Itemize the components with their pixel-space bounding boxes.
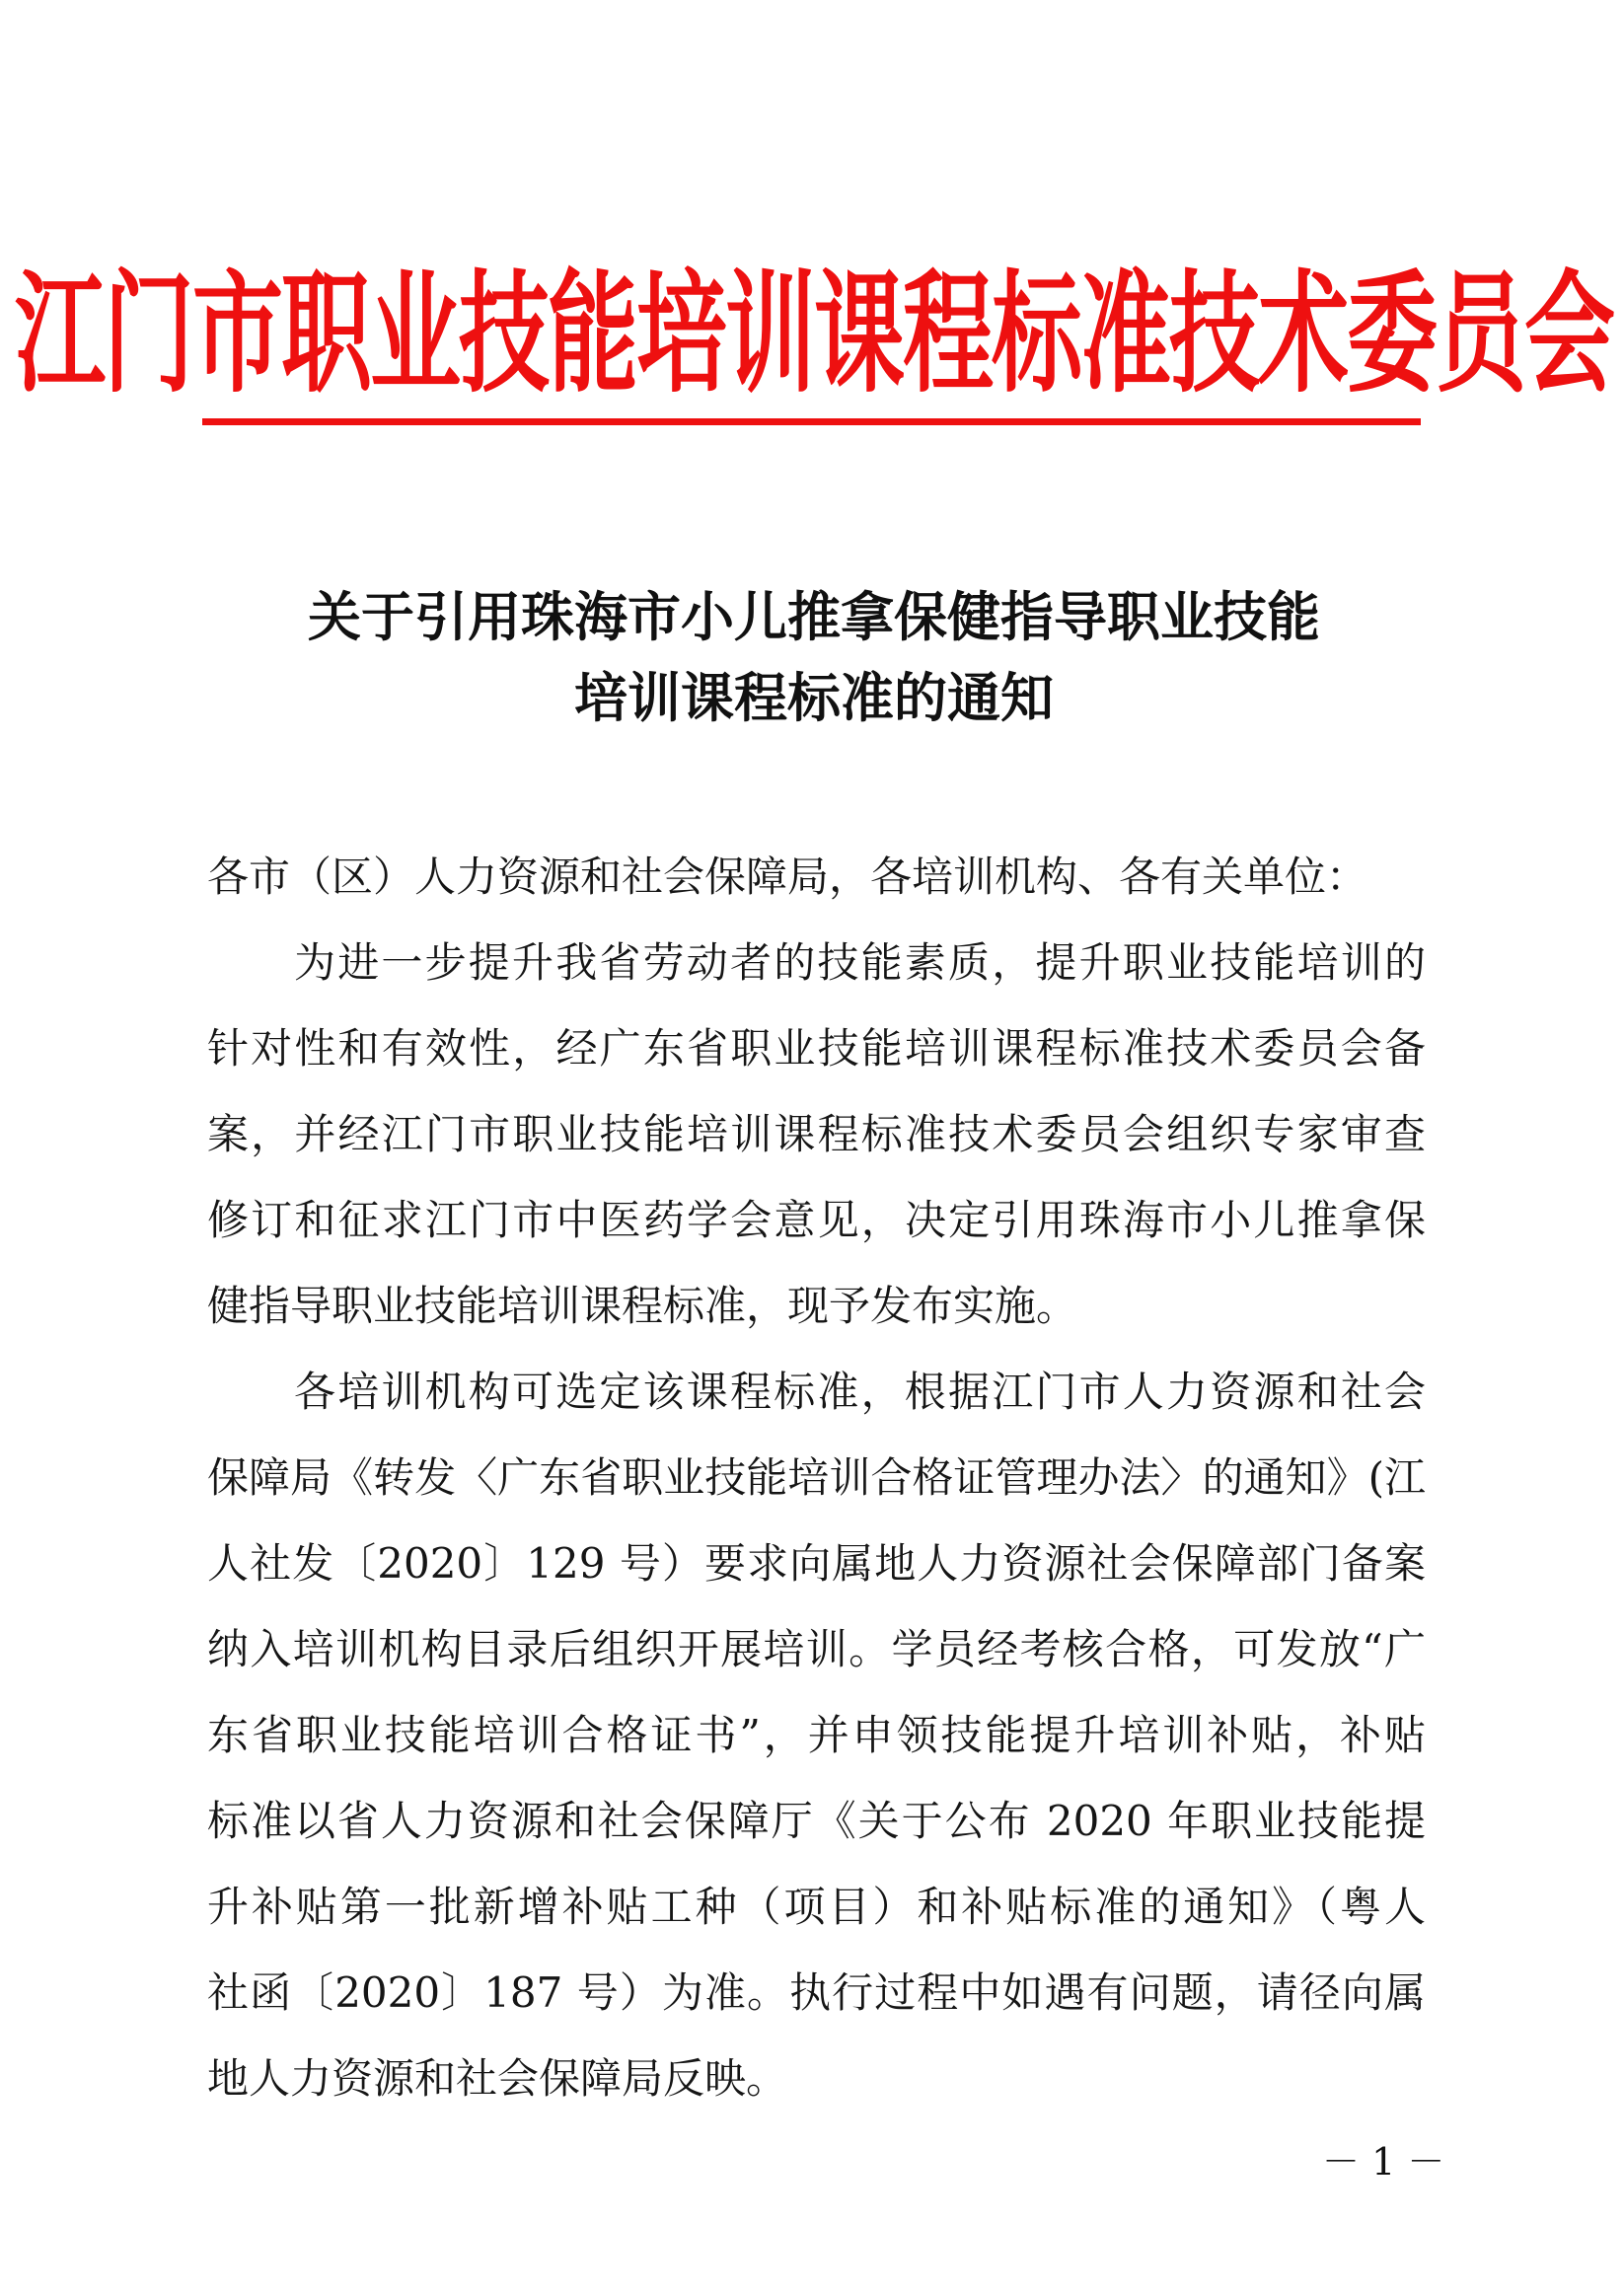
body-line: 保障局《转发〈广东省职业技能培训合格证管理办法〉的通知》(江 (207, 1453, 1426, 1502)
organization-letterhead (15, 245, 1614, 411)
body-line: 地人力资源和社会保障局反映。 (207, 2054, 788, 2103)
body-line: 为进一步提升我省劳动者的技能素质，提升职业技能培训的 (294, 938, 1426, 987)
document-body (207, 834, 1426, 2121)
body-line: 标准以省人力资源和社会保障厅《关于公布 2020 年职业技能提 (207, 1797, 1426, 1845)
body-line: 案，并经江门市职业技能培训课程标准技术委员会组织专家审查 (207, 1110, 1426, 1158)
salutation: 各市（区）人力资源和社会保障局，各培训机构、各有关单位： (207, 852, 1368, 901)
document-title (202, 577, 1426, 739)
organization-name: 江门市职业技能培训课程标准技术委员会 (15, 258, 1614, 411)
letterhead-red-divider (202, 418, 1421, 425)
body-line: 修订和征求江门市中医药学会意见，决定引用珠海市小儿推拿保 (207, 1196, 1426, 1244)
body-line: 纳入培训机构目录后组织开展培训。学员经考核合格，可发放“广 (207, 1625, 1426, 1673)
body-line: 社函〔2020〕187 号）为准。执行过程中如遇有问题，请径向属 (207, 1968, 1426, 2017)
document-title-line-2: 培训课程标准的通知 (574, 667, 1054, 729)
body-line: 健指导职业技能培训课程标准，现予发布实施。 (207, 1282, 1078, 1330)
body-line: 针对性和有效性，经广东省职业技能培训课程标准技术委员会备 (207, 1024, 1426, 1073)
document-title-line-1: 关于引用珠海市小儿推拿保健指导职业技能 (308, 586, 1320, 648)
body-line: 升补贴第一批新增补贴工种（项目）和补贴标准的通知》（粤人 (207, 1883, 1426, 1931)
body-line: 各培训机构可选定该课程标准，根据江门市人力资源和社会 (294, 1368, 1426, 1416)
body-line: 人社发〔2020〕129 号）要求向属地人力资源社会保障部门备案 (207, 1539, 1426, 1588)
body-line: 东省职业技能培训合格证书”，并申领技能提升培训补贴，补贴 (207, 1711, 1426, 1759)
page-number: － 1 － (1322, 2140, 1445, 2184)
